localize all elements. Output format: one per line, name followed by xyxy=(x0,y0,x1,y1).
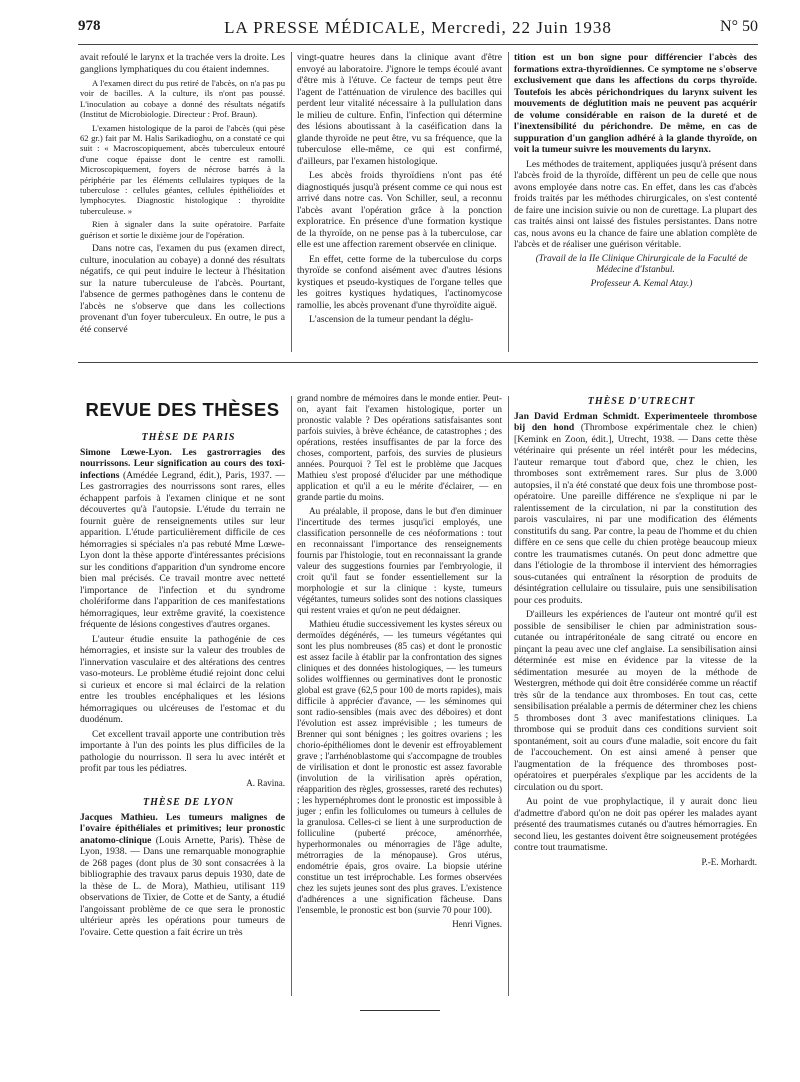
paragraph: En effet, cette forme de la tuberculose du corps thyroïde se confond aisément avec d'autres lésions kystiques et pseudo-kystiques de l'organe telles que les goitres kystiques hydatiques, l'actinomycose ramollie, les abcès provenant d'une thyroïdite aiguë. xyxy=(297,253,502,311)
thesis-entry-paris xyxy=(80,447,285,631)
entry-publisher: (Amédée Legrand, édit.), Paris, 1937. — xyxy=(122,469,285,481)
paragraph: Dans une remarquable monographie de 268 pages (dont plus de 30 sont consacrées à la bibliographie des travaux parus depuis 1930, date de la thèse de L. de Mora), Mathieu, utilisant 119 observations de Tixier, de Cotte et de Santy, a étudié l'angoissant problème de ce que sera le pronostic ultérieur après les opérations pour tumeurs de l'ovaire. Cette question a fait écrire un très xyxy=(80,846,285,938)
entry-title: Simone Lœwe-Lyon. Les gastrorragies des nourrissons. Leur signification au cours des toxi-infections xyxy=(80,446,285,481)
paragraph: L'examen histologique de la paroi de l'abcès (qui pèse 62 gr.) fait par M. Halis Sarikadioghu, on a constaté ce qui suit : « Macroscopiquement, abcès tuberculeux entouré d'une coque épaisse dont le centre est ramolli. Microscopiquement, foyers de nécrose barrés à la périphérie par les éléments cellulaires typiques de la tuberculose : cellules géantes, cellules épithélioïdes et lymphocytes. Diagnostic histologique : thyroïdite tuberculeuse. » xyxy=(80,122,285,216)
paragraph: avait refoulé le larynx et la trachée vers la droite. Les ganglions lymphatiques du cou étaient indemnes. xyxy=(80,52,285,75)
article-credit: (Travail de la IIe Clinique Chirurgicale de la Faculté de Médecine d'Istanbul. xyxy=(535,253,748,275)
paragraph: Rien à signaler dans la suite opératoire. Parfaite guérison et sortie le dixième jour de l'opération. xyxy=(80,219,285,240)
paragraph: Cet excellent travail apporte une contribution très importante à l'un des points les plus difficiles de la pathologie du nourrisson. Il sera lu avec intérêt et profit par tous les pédiatres. xyxy=(80,728,285,774)
top-column-3 xyxy=(514,52,757,293)
paragraph: Les gastrorragies des nourrissons sont rares, elles échappent parfois à l'examen clinique et ne sont découvertes qu'à l'autopsie. L'étude du terrain ne fournit guère de renseignements utiles sur leur apparition. L'étude particulièrement difficile de ces hémorragies si spéciales n'a pas rebuté Mme Lœwe-Lyon dont la thèse apporte d'intéressantes précisions sur les conditions d'apparition d'un syndrome encore bien mal précisés. Ce travail montre avec netteté l'importance de l'infection et du syndrome cholériforme dans l'apparition de ces manifestations hémorragiques, leur extrême gravité, la coexistence fréquente de lésions congestives d'autres organes. xyxy=(80,481,285,630)
column-divider xyxy=(291,396,292,996)
author-signature: A. Ravina. xyxy=(246,777,285,788)
section-rule xyxy=(78,362,758,363)
entry-title: Jacques Mathieu. Les tumeurs malignes de l'ovaire épithéliales et primitives; leur pronostic anatomo-clinique xyxy=(80,811,285,846)
paragraph: D'ailleurs les expériences de l'auteur ont montré qu'il est possible de sensibiliser le chien par administration sous-cutanée ou intrapéritonéale de sang citraté ou encore en pinçant la peau avec une clef anglaise. La sensibilisation ainsi déterminée est mise en évidence par la vitesse de la sédimentation mesurée au moyen de la méthode de Westergren, méthode qui doit être considérée comme un réactif très sûr de la tendance aux thromboses. En tout cas, cette sensibilisation préalable a permis de déterminer chez les chiens 5 thromboses dont 3 avec manifestations cliniques. La thrombose qui se produit dans ces conditions survient soit spontanément, soit au cours d'une maladie, soit encore du fait de l'accouchement. On est ainsi amené à penser que l'augmentation de la fréquence des thromboses post-opératoires et puerpérales s'explique par les accidents de la circulation ou du sport. xyxy=(514,609,757,793)
entry-publisher: (Louis Arnette, Paris). Thèse de Lyon, 1938. — xyxy=(80,834,285,857)
paragraph: grand nombre de mémoires dans le monde entier. Peut-on, ayant fait l'examen histologique, porter un pronostic valable ? Des opérations satisfaisantes sont parfois suivies, à brève échéance, de catastrophes ; des opérations, restées insuffisantes de par la force des choses, comportent, parfois, des survies de plusieurs années. Pourquoi ? Tel est le problème que Jacques Mathieu s'est proposé d'élucider par une méthodique application et qu'il a eu le mérite d'éclairer, — en grande partie du moins. xyxy=(297,393,502,502)
page-header xyxy=(78,18,758,40)
article-author: Professeur A. Kemal Atay.) xyxy=(590,278,693,289)
column-divider xyxy=(291,52,292,352)
paragraph: Au préalable, il propose, dans le but d'en diminuer l'incertitude des termes jusqu'ici employés, une classification personnelle de ces néoformations : tout en reconnaissant l'importance des renseignements fournis par l'histologie, tout en reconnaissant la grande valeur des suggestions fournies par l'embryologie, il croit qu'il faut se fonder essentiellement sur la morphologie et sur la clinique : kyste, tumeurs végétantes, tumeurs solides sont des notions classiques qui restent vraies et qu'on ne peut dédaigner. xyxy=(297,506,502,615)
paragraph: Les méthodes de traitement, appliquées jusqu'à présent dans l'abcès froid de la thyroïde, diffèrent un peu de celle que nous avons employée dans notre cas. En effet, dans les cas d'abcès froids traités par les méthodes chirurgicales, on s'est contenté de faire une incision suivie ou non de curettage. La plupart des cas traités ainsi ont laissé des fistules persistantes. Dans notre cas, nous avons eu la chance de faire une ablation complète de l'abcès et de réaliser une guérison véritable. xyxy=(514,158,757,250)
paragraph: L'ascension de la tumeur pendant la déglu- xyxy=(309,314,474,325)
entry-publisher: (Thrombose expérimentale chez le chien) [Kemink en Zoon, édit.], Utrecht, 1938. — xyxy=(514,422,757,445)
paragraph: tition est un bon signe pour différencier l'abcès des formations extra-thyroïdiennes. Ce symptome ne s'observe exclusivement que dans les affections du corps thyroïde. Toutefois les abcès périchondriques du larynx suivent les mouvements de déglutition mais ne peuvent pas acquérir de volume considérable en raison de la dureté et de l'inextensibilité du périchondre. De même, en cas de suppuration d'un ganglion adhéré à la glande thyroïde, on voit la tumeur suivre les mouvements du larynx. xyxy=(514,52,757,155)
revue-column-2 xyxy=(297,393,502,933)
author-signature: P.-E. Morhardt. xyxy=(701,856,757,867)
page-number: 978 xyxy=(78,18,101,34)
paragraph: vingt-quatre heures dans la clinique avant d'être envoyé au laboratoire. J'ignore le temps écoulé avant d'être mis à l'étuve. Ce facteur de temps peut être l'agent de l'atténuation de virulence des bacilles qui perdent leur vitalité nécessaire à la pullulation dans le milieu de culture. Enfin, l'infection qui détermine des lésions aboutissant à la caséification dans la glande thyroïde ne peut être, vu sa fréquence, que la tuberculose elle-même, ce qui est confirmé, d'ailleurs, par l'examen histologique. xyxy=(297,52,502,167)
top-column-1 xyxy=(80,52,285,338)
revue-column-1 xyxy=(80,432,285,941)
column-divider xyxy=(508,396,509,996)
column-divider xyxy=(508,52,509,352)
header-rule xyxy=(78,44,758,45)
end-rule xyxy=(360,1010,440,1011)
thesis-heading-utrecht: THÈSE D'UTRECHT xyxy=(587,396,696,407)
paragraph: Mathieu étudie successivement les kystes séreux ou dermoïdes dégénérés, — les tumeurs végétantes qui sont les plus nombreuses (85 cas) et dont le pronostic est assez facile à établir par la confrontation des signes cliniques et des données histologiques, — les tumeurs solides wolffiennes ou germinatives dont le pronostic global est grave (62,5 pour 100 de morts rapides), mais difficile à apprécier d'avance, — les séminomes qui sont radio-sensibles (mais avec des déboires) et dont l'évolution est assez imprévisible ; les tumeurs de Brenner qui sont bénignes ; les goitres ovariens ; les chorio-épithéliomes dont le devenir est effroyablement grave ; l'arrhénoblastome qui s'accompagne de troubles de virilisation et dont le pronostic est assez favorable (involution de la virilisation après opération, réapparition des règles, grossesses, rareté des rechutes) ; les hypernéphromes dont le pronostic est impossible à juger ; enfin les folliculomes ou tumeurs à cellules de la granulosa. Celles-ci se lient à une surproduction de folliculine (puberté précoce, aménorrhée, hyperhormonales ou ménorragies de l'âge adulte, métrorragies de la ménopause). Gros utérus, endométrie épais, gros ovaire. La biopsie utérine constitue un test irréprochable. Les formes observées chez les sujets jeunes sont des plus graves. L'existence d'adhérences a une signification fâcheuse. Dans l'ensemble, le pronostic est bon (survie 70 pour 100). xyxy=(297,619,502,915)
thesis-heading-paris: THÈSE DE PARIS xyxy=(141,432,236,443)
issue-number: N° 50 xyxy=(720,18,758,35)
thesis-entry-utrecht xyxy=(514,411,757,607)
thesis-entry-lyon xyxy=(80,812,285,939)
section-title: REVUE DES THÈSES xyxy=(85,399,280,420)
paragraph: L'auteur étudie ensuite la pathogénie de ces hémorragies, et insiste sur la valeur des troubles de l'innervation vasculaire et des altérations des centres vaso-moteurs. Le problème étudié rejoint donc celui si curieux et encore si mal éclairci de la relation entre les troubles encéphaliques et les lésions hémorragiques ou ulcéreuses de l'estomac et du duodénum. xyxy=(80,633,285,725)
entry-title: Jan David Erdman Schmidt. Experimenteele thrombose bij den hond xyxy=(514,410,757,433)
paragraph: Dans cette thèse vétérinaire qui présente un réel intérêt pour les médecins, l'auteur remarque tout d'abord que, chez le chien, les thromboses sont extrêmement rares. Sur plus de 3.000 autopsies, il n'a été constaté que deux fois une thrombose post-opératoire. Une pareille différence ne s'explique ni par le ralentissement de la circulation, ni par la constitution des parois vasculaires, ni par une modification des éléments constitutifs du sang. Par contre, la peau de l'homme et du chien diffère en ce sens que celle du chien protège beaucoup mieux contre les traumatismes cutanés. On peut donc admettre que dans l'étiologie de la thrombose il intervient des hémorragies sous-cutanées qui entraînent la résorption de produits de désintégration cellulaire ou tissulaire, puis une sensibilisation pour ces produits. xyxy=(514,433,757,606)
paragraph: Au point de vue prophylactique, il y aurait donc lieu d'admettre d'abord qu'on ne doit pas opérer les malades ayant présenté des traumatismes cutanés ou d'autres hémorragies. En second lieu, les gestantes doivent être soigneusement protégées contre tout traumatisme. xyxy=(514,796,757,853)
paragraph: Les abcès froids thyroïdiens n'ont pas été diagnostiqués jusqu'à présent comme ce qui nous est arrivé dans notre cas. Von Schiller, seul, a reconnu l'abcès avant l'opération grâce à la ponction exploratrice. En présence d'une formation kystique de la thyroïde, on ne pense pas à la tuberculose, car elle est une affection rarement observée en clinique. xyxy=(297,170,502,250)
paragraph: Dans notre cas, l'examen du pus (examen direct, culture, inoculation au cobaye) a donné des résultats négatifs, ce qui peut induire le lecteur à l'hésitation sur la nature tuberculeuse de l'abcès. Pourtant, l'absence de germes pathogènes dans le contenu de l'abcès ne s'observe que dans les collections provenant d'un foyer tuberculeux. En outre, le pus a été conservé xyxy=(80,243,285,335)
revue-column-3 xyxy=(514,396,757,871)
thesis-heading-lyon: THÈSE DE LYON xyxy=(143,797,234,808)
top-column-2 xyxy=(297,52,502,329)
paragraph: A l'examen direct du pus retiré de l'abcès, on n'a pas pu voir de bacilles. A la culture, ils n'ont pas poussé. L'inoculation au cobaye a donné des résultats négatifs (Institut de Microbiologie. Directeur : Prof. Braun). xyxy=(80,78,285,120)
journal-title: LA PRESSE MÉDICALE, Mercredi, 22 Juin 1938 xyxy=(224,18,612,37)
author-signature: Henri Vignes. xyxy=(452,919,502,929)
